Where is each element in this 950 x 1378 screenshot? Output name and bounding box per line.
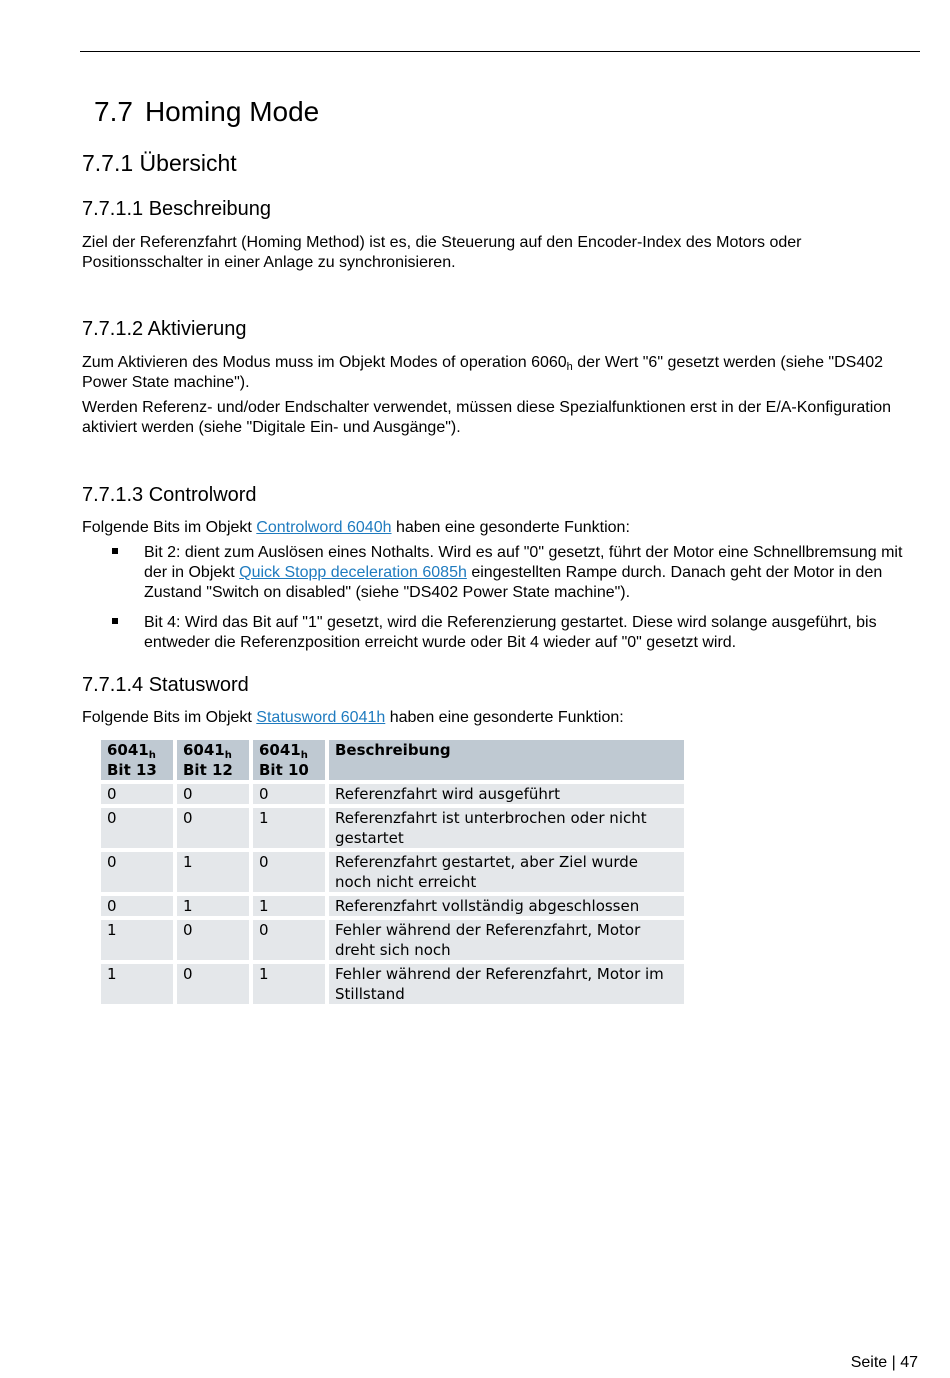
hex-subscript: h [566, 361, 573, 373]
controlword-intro-text: Folgende Bits im Objekt [82, 519, 257, 536]
cell-bit-12: 0 [177, 920, 249, 960]
cell-bit-10: 1 [253, 964, 325, 1004]
cell-bit-10: 0 [253, 920, 325, 960]
cell-bit-13: 0 [101, 896, 173, 916]
section-number: 7.7 [94, 96, 133, 127]
cell-bit-12: 0 [177, 784, 249, 804]
header-bit-10 [253, 740, 325, 780]
bullet-bit-2-text: Bit 2: dient zum Auslösen eines Nothalts. Wird es auf "0" gesetzt, führt der Motor eine Schnellbremsung mit der in Objekt [144, 544, 903, 581]
cell-description: Referenzfahrt ist unterbrochen oder nicht gestartet [329, 808, 684, 848]
aktivierung-p1-text: Zum Aktivieren des Modus muss im Objekt Modes of operation 6060 [82, 354, 567, 371]
statusword-intro-text: Folgende Bits im Objekt [82, 709, 257, 726]
controlword-heading: 7.7.1.3 Controlword [82, 484, 257, 506]
header-bit: Bit 13 [107, 761, 157, 779]
header-object: 6041 [259, 741, 301, 759]
header-object: 6041 [107, 741, 149, 759]
aktivierung-paragraph-2: Werden Referenz- und/oder Endschalter verwendet, müssen diese Spezialfunktionen erst in der E/A-Konfiguration aktiviert werden (siehe "Digitale Ein- und Ausgänge"). [82, 399, 892, 436]
cell-bit-13: 0 [101, 784, 173, 804]
controlword-bullet-list [82, 543, 922, 663]
table-row [101, 896, 684, 916]
quick-stop-deceleration-link[interactable]: Quick Stopp deceleration 6085h [239, 564, 467, 581]
hex-subscript: h [224, 750, 232, 761]
cell-bit-13: 1 [101, 964, 173, 1004]
subsection-heading: 7.7.1 Übersicht [82, 150, 237, 176]
bullet-bit-2-text-end: eingestellten Rampe durch. Danach geht der Motor in den Zustand "Switch on disabled" (siehe "DS402 Power State machine"). [144, 564, 883, 601]
aktivierung-paragraph-1 [82, 353, 912, 393]
controlword-intro-text-end: haben eine gesonderte Funktion: [391, 519, 630, 536]
section-title: Homing Mode [144, 96, 320, 127]
bullet-bit-4-text: Bit 4: Wird das Bit auf "1" gesetzt, wird die Referenzierung gestartet. Diese wird solange ausgeführt, bis entweder die Referenzposition erreicht wurde oder Bit 4 wieder auf "0" gesetzt wird. [144, 614, 877, 651]
table-header-row [101, 740, 684, 780]
statusword-intro-text-end: haben eine gesonderte Funktion: [385, 709, 624, 726]
table-row [101, 784, 684, 804]
bullet-bit-2 [82, 543, 922, 603]
bullet-square-icon [112, 548, 118, 554]
aktivierung-p1-text-end: der Wert "6" gesetzt werden (siehe "DS402 Power State machine"). [82, 354, 884, 391]
header-bit: Bit 10 [259, 761, 309, 779]
statusword-heading: 7.7.1.4 Statusword [82, 674, 249, 696]
bullet-square-icon [112, 618, 118, 624]
cell-bit-10: 0 [253, 852, 325, 892]
header-rule [80, 51, 920, 52]
cell-bit-10: 0 [253, 784, 325, 804]
cell-description: Fehler während der Referenzfahrt, Motor im Stillstand [329, 964, 684, 1004]
cell-bit-10: 1 [253, 808, 325, 848]
page-number: Seite | 47 [850, 1354, 918, 1371]
header-beschreibung: Beschreibung [329, 740, 684, 780]
statusword-link[interactable]: Statusword 6041h [256, 709, 386, 726]
table-row [101, 852, 684, 892]
beschreibung-heading: 7.7.1.1 Beschreibung [82, 198, 272, 220]
hex-subscript: h [148, 750, 156, 761]
header-bit: Bit 12 [183, 761, 233, 779]
aktivierung-heading: 7.7.1.2 Aktivierung [82, 318, 247, 340]
header-bit-13 [101, 740, 173, 780]
cell-bit-13: 0 [101, 808, 173, 848]
cell-description: Referenzfahrt vollständig abgeschlossen [329, 896, 684, 916]
header-object: 6041 [183, 741, 225, 759]
header-bit-12 [177, 740, 249, 780]
cell-bit-13: 1 [101, 920, 173, 960]
table-row [101, 808, 684, 848]
bullet-bit-4 [82, 613, 922, 653]
cell-bit-10: 1 [253, 896, 325, 916]
cell-bit-12: 1 [177, 896, 249, 916]
table-row [101, 920, 684, 960]
cell-bit-12: 1 [177, 852, 249, 892]
table-row [101, 964, 684, 1004]
cell-bit-12: 0 [177, 964, 249, 1004]
cell-bit-13: 0 [101, 852, 173, 892]
cell-bit-12: 0 [177, 808, 249, 848]
section-heading [94, 96, 319, 128]
controlword-intro [82, 518, 912, 538]
controlword-link[interactable]: Controlword 6040h [256, 519, 392, 536]
cell-description: Referenzfahrt wird ausgeführt [329, 784, 684, 804]
beschreibung-text: Ziel der Referenzfahrt (Homing Method) ist es, die Steuerung auf den Encoder-Index des Motors oder Positionsschalter in einer Anlage zu synchronisieren. [82, 234, 802, 271]
cell-description: Referenzfahrt gestartet, aber Ziel wurde noch nicht erreicht [329, 852, 684, 892]
hex-subscript: h [300, 750, 308, 761]
cell-description: Fehler während der Referenzfahrt, Motor dreht sich noch [329, 920, 684, 960]
statusword-intro [82, 708, 912, 728]
statusword-table [97, 736, 688, 1008]
